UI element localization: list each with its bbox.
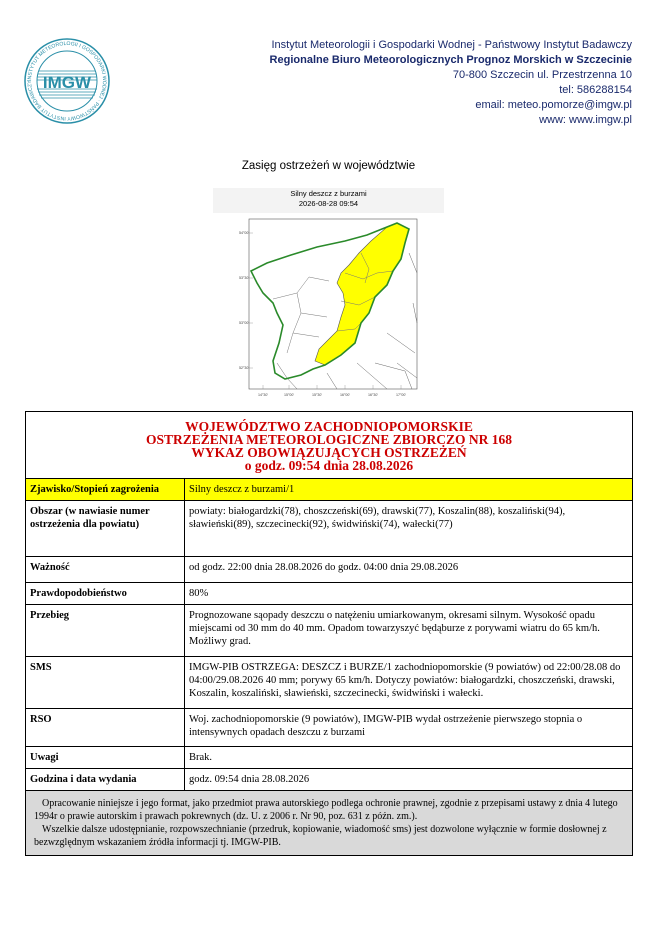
warning-title-time: o godz. 09:54 dnia 28.08.2026 (244, 458, 414, 473)
row-value: 80% (185, 583, 633, 605)
imgw-logo (23, 37, 111, 125)
row-value: od godz. 22:00 dnia 28.08.2026 do godz. 04:00 dnia 29.08.2026 (185, 557, 633, 583)
table-row (26, 747, 633, 769)
map-caption (213, 188, 444, 213)
map-graphic (237, 213, 444, 408)
warning-table (25, 411, 633, 856)
table-row (26, 605, 633, 657)
map-xtick: 17°00' (396, 393, 407, 397)
institution-header (270, 38, 632, 128)
map-caption-datetime: 2026-08-28 09:54 (298, 199, 359, 208)
institution-name: Instytut Meteorologii i Gospodarki Wodnej - Państwowy Instytut Badawczy (271, 39, 632, 51)
map-ytick: 53°00' (239, 321, 250, 325)
warning-title-region: WOJEWÓDZTWO ZACHODNIOPOMORSKIE (185, 419, 473, 434)
address: 70-800 Szczecin ul. Przestrzenna 10 (452, 69, 632, 81)
map-xtick: 15°30' (312, 393, 323, 397)
map-xtick: 16°00' (340, 393, 351, 397)
logo-text: IMGW (42, 73, 92, 92)
row-value: IMGW-PIB OSTRZEGA: DESZCZ i BURZE/1 zachodniopomorskie (9 powiatów) od 22:00/28.08 do 04:00/29.08.2026 40 mm; porywy 65 km/h. Dotyczy powiatów: białogardzki, choszczeński, drawski, Koszalin, koszaliński, sławieński, szczecinecki, świdwiński i wałecki. (185, 657, 633, 709)
warning-title (26, 412, 633, 479)
table-row (26, 583, 633, 605)
row-value: powiaty: białogardzki(78), choszczeński(69), drawski(77), Koszalin(88), koszaliński(94), sławieński(89), szczecinecki(92), świdwiński(74), wałecki(77) (185, 501, 633, 557)
table-row (26, 769, 633, 791)
map-ytick: 53°30' (239, 276, 250, 280)
row-value: Prognozowane sąopady deszczu o natężeniu umiarkowanym, okresami silnym. Wysokość opadu miejscami od 30 mm do 40 mm. Opadom towarzyszyć będąburze z porywami wiatru do 65 km/h. Możliwy grad. (185, 605, 633, 657)
row-value: Woj. zachodniopomorskie (9 powiatów), IMGW-PIB wydał ostrzeżenie pierwszego stopnia o intensywnych opadach deszczu z burzami (185, 709, 633, 747)
email-link[interactable]: email: meteo.pomorze@imgw.pl (475, 99, 632, 111)
row-label: Przebieg (26, 605, 185, 657)
copyright-line-1: Opracowanie niniejsze i jego format, jako przedmiot prawa autorskiego podlega ochronie prawnej, zgodnie z przepisami ustawy z dnia 4 lutego 1994r o prawie autorskim i prawach pokrewnych (dz. U. z 2006 r. Nr 90, poz. 631 z późn. zm.). (34, 798, 618, 822)
row-label: Obszar (w nawiasie numer ostrzeżenia dla powiatu) (26, 501, 185, 557)
row-value: godz. 09:54 dnia 28.08.2026 (185, 769, 633, 791)
row-value: Brak. (185, 747, 633, 769)
row-label: Godzina i data wydania (26, 769, 185, 791)
row-label: Uwagi (26, 747, 185, 769)
table-row (26, 501, 633, 557)
office-name: Regionalne Biuro Meteorologicznych Prognoz Morskich w Szczecinie (269, 54, 632, 66)
row-label: SMS (26, 657, 185, 709)
warning-title-list: WYKAZ OBOWIĄZUJĄCYCH OSTRZEŻEŃ (191, 445, 467, 460)
table-row (26, 557, 633, 583)
website-link[interactable]: www: www.imgw.pl (539, 114, 632, 126)
logo-ring-text: INSTYTUT METEOROLOGII I GOSPODARKI WODNEJ · PAŃSTWOWY INSTYTUT BADAWCZY (26, 40, 108, 122)
row-label: Prawdopodobieństwo (26, 583, 185, 605)
warning-title-number: OSTRZEŻENIA METEOROLOGICZNE ZBIORCZO NR 168 (145, 432, 513, 447)
map-xtick: 14°30' (258, 393, 269, 397)
row-label: Ważność (26, 557, 185, 583)
table-row (26, 657, 633, 709)
row-label: RSO (26, 709, 185, 747)
map-xtick: 16°30' (368, 393, 379, 397)
map-caption-phenomenon: Silny deszcz z burzami (290, 189, 367, 198)
row-label: Zjawisko/Stopień zagrożenia (26, 479, 185, 501)
map-section-title: Zasięg ostrzeżeń w województwie (241, 160, 416, 172)
phone: tel: 586288154 (559, 84, 632, 96)
map-xtick: 15°00' (284, 393, 295, 397)
warning-map (213, 188, 444, 413)
table-row (26, 479, 633, 501)
table-row (26, 709, 633, 747)
copyright-notice (26, 791, 633, 856)
row-value: Silny deszcz z burzami/1 (185, 479, 633, 501)
map-ytick: 52°30' (239, 366, 250, 370)
copyright-line-2: Wszelkie dalsze udostępnianie, rozpowszechnianie (przedruk, kopiowanie, wiadomość sms) jest dozwolone wyłącznie w formie dosłownej z bezwzględnym wskazaniem źródła informacji tj. IMGW-PIB. (34, 824, 607, 848)
map-ytick: 54°00' (239, 231, 250, 235)
